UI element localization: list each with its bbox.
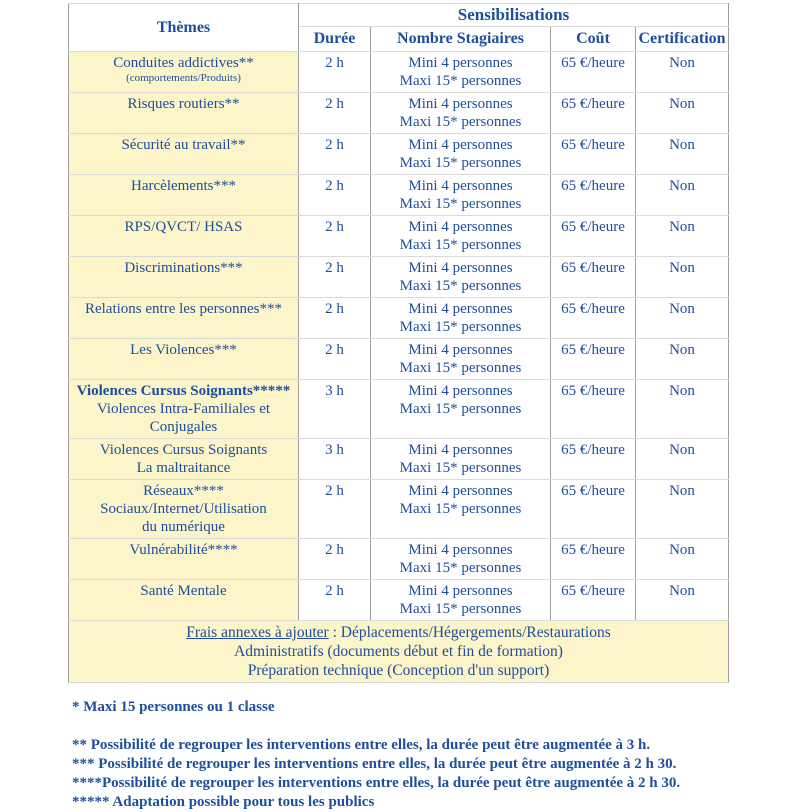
theme-line: Santé Mentale <box>140 583 227 599</box>
duration-cell: 2 h <box>299 480 371 539</box>
theme-line: Conduites addictives** <box>113 55 254 71</box>
trainees-cell <box>371 52 551 93</box>
duration-cell: 2 h <box>299 539 371 580</box>
theme-line: Conjugales <box>149 419 218 435</box>
table-row <box>69 580 729 621</box>
footer-row <box>69 621 729 683</box>
trainees-line: Maxi 15* personnes <box>399 196 522 212</box>
trainees-line: Mini 4 personnes <box>408 442 513 458</box>
footer-cell <box>69 621 729 683</box>
certification-cell: Non <box>636 539 729 580</box>
theme-cell <box>69 380 299 439</box>
trainees-line: Mini 4 personnes <box>408 260 513 276</box>
footnote: *** Possibilité de regrouper les interventions entre elles, la durée peut être augmentée à 2 h 30. <box>72 756 677 772</box>
header-row-group <box>69 4 729 27</box>
certification-cell: Non <box>636 216 729 257</box>
certification-cell: Non <box>636 380 729 439</box>
trainees-line: Mini 4 personnes <box>408 137 513 153</box>
cost-cell: 65 €/heure <box>551 134 636 175</box>
trainees-line: Mini 4 personnes <box>408 55 513 71</box>
cost-cell: 65 €/heure <box>551 580 636 621</box>
trainees-line: Mini 4 personnes <box>408 383 513 399</box>
trainees-line: Mini 4 personnes <box>408 483 513 499</box>
trainees-cell <box>371 134 551 175</box>
theme-cell <box>69 339 299 380</box>
cost-cell: 65 €/heure <box>551 52 636 93</box>
trainees-cell <box>371 257 551 298</box>
trainees-cell <box>371 539 551 580</box>
theme-line: Les Violences*** <box>130 342 237 358</box>
footnote: ** Possibilité de regrouper les interventions entre elles, la durée peut être augmentée à 3 h. <box>72 737 651 753</box>
cost-cell: 65 €/heure <box>551 298 636 339</box>
theme-line: Réseaux**** <box>143 483 224 499</box>
certification-cell: Non <box>636 175 729 216</box>
theme-line: Violences Intra-Familiales et <box>96 401 271 417</box>
certification-cell: Non <box>636 134 729 175</box>
trainees-line: Maxi 15* personnes <box>399 601 522 617</box>
trainees-cell <box>371 339 551 380</box>
theme-line: (comportements/Produits) <box>126 72 241 84</box>
certification-cell: Non <box>636 339 729 380</box>
certification-cell: Non <box>636 298 729 339</box>
trainees-cell <box>371 380 551 439</box>
col-header-trainees: Nombre Stagiaires <box>371 27 551 52</box>
duration-cell: 2 h <box>299 339 371 380</box>
trainees-line: Maxi 15* personnes <box>399 155 522 171</box>
table-row <box>69 216 729 257</box>
trainees-cell <box>371 480 551 539</box>
cost-cell: 65 €/heure <box>551 216 636 257</box>
theme-cell <box>69 439 299 480</box>
trainees-line: Mini 4 personnes <box>408 342 513 358</box>
cost-cell: 65 €/heure <box>551 339 636 380</box>
theme-line: Sociaux/Internet/Utilisation <box>100 501 267 517</box>
duration-cell: 2 h <box>299 298 371 339</box>
trainees-cell <box>371 580 551 621</box>
theme-cell <box>69 298 299 339</box>
table-header <box>69 4 729 52</box>
footnotes <box>72 698 752 812</box>
theme-cell <box>69 257 299 298</box>
table-row <box>69 298 729 339</box>
theme-line: du numérique <box>142 519 225 535</box>
duration-cell: 3 h <box>299 380 371 439</box>
table-row <box>69 480 729 539</box>
certification-cell: Non <box>636 52 729 93</box>
table-row <box>69 52 729 93</box>
theme-line: Risques routiers** <box>127 96 240 112</box>
duration-cell: 2 h <box>299 216 371 257</box>
trainees-cell <box>371 216 551 257</box>
trainees-line: Mini 4 personnes <box>408 219 513 235</box>
duration-cell: 3 h <box>299 439 371 480</box>
footer-line-1 <box>69 623 728 642</box>
pricing-table <box>68 3 729 683</box>
certification-cell: Non <box>636 480 729 539</box>
theme-cell <box>69 175 299 216</box>
trainees-line: Maxi 15* personnes <box>399 237 522 253</box>
theme-line: Harcèlements*** <box>131 178 236 194</box>
theme-cell <box>69 216 299 257</box>
trainees-line: Mini 4 personnes <box>408 542 513 558</box>
footnote: * Maxi 15 personnes ou 1 classe <box>72 699 275 715</box>
trainees-line: Maxi 15* personnes <box>399 114 522 130</box>
duration-cell: 2 h <box>299 257 371 298</box>
cost-cell: 65 €/heure <box>551 480 636 539</box>
col-header-cost: Coût <box>551 27 636 52</box>
duration-cell: 2 h <box>299 93 371 134</box>
footer-line-2: Administratifs (documents début et fin de formation) <box>234 643 563 660</box>
trainees-line: Mini 4 personnes <box>408 178 513 194</box>
theme-line: Violences Cursus Soignants <box>99 442 268 458</box>
duration-cell: 2 h <box>299 52 371 93</box>
table-row <box>69 175 729 216</box>
footer-underlined-label: Frais annexes à ajouter <box>186 624 329 641</box>
trainees-cell <box>371 439 551 480</box>
cost-cell: 65 €/heure <box>551 539 636 580</box>
table-row <box>69 380 729 439</box>
table-row <box>69 257 729 298</box>
certification-cell: Non <box>636 257 729 298</box>
trainees-cell <box>371 298 551 339</box>
theme-cell <box>69 93 299 134</box>
table-row <box>69 539 729 580</box>
trainees-line: Maxi 15* personnes <box>399 319 522 335</box>
cost-cell: 65 €/heure <box>551 175 636 216</box>
theme-line: La maltraitance <box>136 460 231 476</box>
footnote: ****Possibilité de regrouper les interventions entre elles, la durée peut être augmentée à 2 h 30. <box>72 775 681 791</box>
footer-line-1-rest: : Déplacements/Hégergements/Restaurations <box>328 624 611 641</box>
table-body <box>69 52 729 621</box>
footnote: ***** Adaptation possible pour tous les publics <box>72 794 375 810</box>
trainees-line: Mini 4 personnes <box>408 583 513 599</box>
col-header-themes: Thèmes <box>69 4 299 52</box>
theme-cell <box>69 480 299 539</box>
col-header-certification: Certification <box>636 27 729 52</box>
trainees-line: Maxi 15* personnes <box>399 501 522 517</box>
certification-cell: Non <box>636 439 729 480</box>
cost-cell: 65 €/heure <box>551 257 636 298</box>
footer-line-3: Préparation technique (Conception d'un support) <box>247 662 550 679</box>
theme-line: Violences Cursus Soignants***** <box>76 383 291 399</box>
table-row <box>69 134 729 175</box>
theme-line: RPS/QVCT/ HSAS <box>124 219 243 235</box>
duration-cell: 2 h <box>299 175 371 216</box>
cost-cell: 65 €/heure <box>551 93 636 134</box>
cost-cell: 65 €/heure <box>551 439 636 480</box>
certification-cell: Non <box>636 580 729 621</box>
trainees-line: Maxi 15* personnes <box>399 73 522 89</box>
duration-cell: 2 h <box>299 134 371 175</box>
table-group-title: Sensibilisations <box>299 4 729 27</box>
col-header-duration: Durée <box>299 27 371 52</box>
certification-cell: Non <box>636 93 729 134</box>
trainees-line: Maxi 15* personnes <box>399 401 522 417</box>
theme-line: Vulnérabilité**** <box>129 542 238 558</box>
trainees-line: Maxi 15* personnes <box>399 278 522 294</box>
theme-line: Sécurité au travail** <box>121 137 246 153</box>
trainees-line: Mini 4 personnes <box>408 301 513 317</box>
theme-cell <box>69 134 299 175</box>
trainees-cell <box>371 175 551 216</box>
table-footer <box>69 621 729 683</box>
table-row <box>69 93 729 134</box>
cost-cell: 65 €/heure <box>551 380 636 439</box>
table-row <box>69 439 729 480</box>
theme-line: Discriminations*** <box>124 260 243 276</box>
trainees-cell <box>371 93 551 134</box>
theme-cell <box>69 580 299 621</box>
theme-cell <box>69 52 299 93</box>
theme-line: Relations entre les personnes*** <box>84 301 283 317</box>
trainees-line: Maxi 15* personnes <box>399 460 522 476</box>
theme-cell <box>69 539 299 580</box>
trainees-line: Mini 4 personnes <box>408 96 513 112</box>
duration-cell: 2 h <box>299 580 371 621</box>
table-row <box>69 339 729 380</box>
trainees-line: Maxi 15* personnes <box>399 360 522 376</box>
trainees-line: Maxi 15* personnes <box>399 560 522 576</box>
